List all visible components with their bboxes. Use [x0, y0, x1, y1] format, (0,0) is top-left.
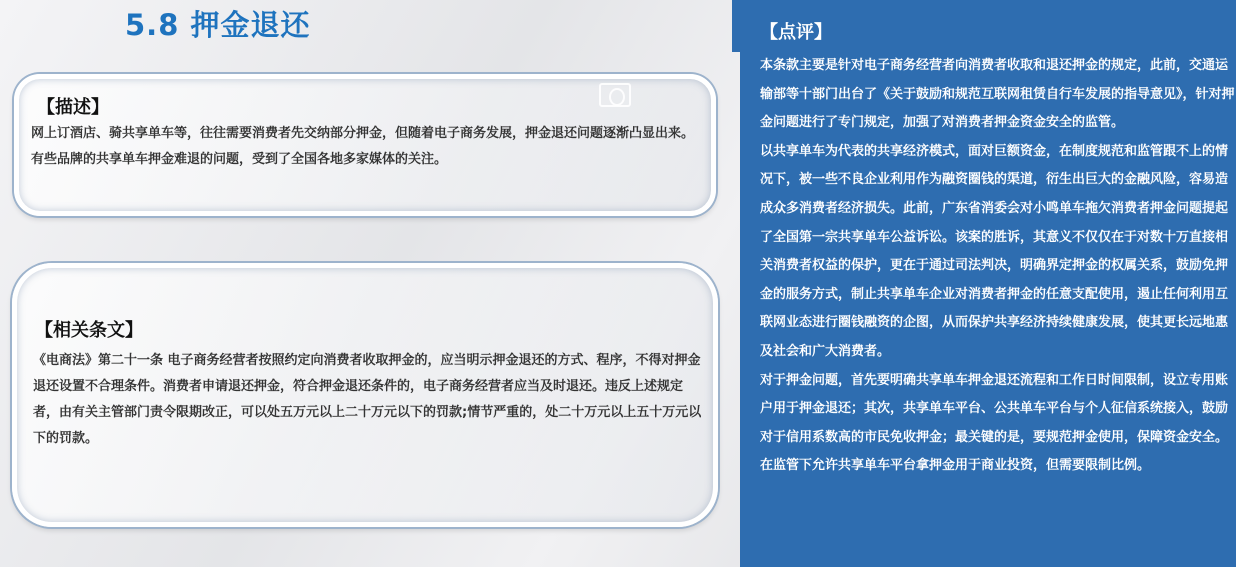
review-text [760, 52, 1236, 481]
articles-heading: 【相关条文】 [35, 320, 143, 341]
review-paragraph: 对于押金问题，首先要明确共享单车押金退还流程和工作日时间限制，设立专用账户用于押金退还；其次，共享单车平台、公共单车平台与个人征信系统接入，鼓励对于信用系数高的市民免收押金；最关键的是，要规范押金使用，保障资金安全。在监管下允许共享单车平台拿押金用于商业投资，但需要限制比例。 [760, 372, 1229, 474]
articles-card [12, 263, 718, 527]
review-paragraph: 本条款主要是针对电子商务经营者向消费者收取和退还押金的规定，此前，交通运输部等十部门出台了《关于鼓励和规范互联网租赁自行车发展的指导意见》，针对押金问题进行了专门规定，加强了对消费者押金资金安全的监管。 [760, 58, 1235, 131]
review-paragraph: 以共享单车为代表的共享经济模式，面对巨额资金，在制度规范和监管跟不上的情况下，被一些不良企业利用作为融资圈钱的渠道，衍生出巨大的金融风险，容易造成众多消费者经济损失。此前，广东省消委会对小鸣单车拖欠消费者押金问题提起了全国第一宗共享单车公益诉讼。该案的胜诉，其意义不仅仅在于对数十万直接相关消费者权益的保护，更在于通过司法判决，明确界定押金的权属关系，鼓励免押金的服务方式，制止共享单车企业对消费者押金的任意支配使用，遏止任何利用互联网业态进行圈钱融资的企图，从而保护共享经济持续健康发展，使其更长远地惠及社会和广大消费者。 [760, 143, 1229, 359]
description-text: 网上订酒店、骑共享单车等，往往需要消费者先交纳部分押金，但随着电子商务发展，押金退还问题逐渐凸显出来。有些品牌的共享单车押金难退的问题，受到了全国各地多家媒体的关注。 [31, 126, 695, 167]
review-heading: 【点评】 [760, 22, 832, 43]
slide-title: 5.8 押金退还 [125, 8, 311, 42]
description-heading: 【描述】 [37, 97, 109, 118]
description-card [14, 74, 716, 216]
camera-icon [599, 83, 631, 107]
review-panel [740, 0, 1236, 567]
articles-text: 《电商法》第二十一条 电子商务经营者按照约定向消费者收取押金的，应当明示押金退还的方式、程序，不得对押金退还设置不合理条件。消费者申请退还押金，符合押金退还条件的，电子商务经营者应当及时退还。违反上述规定者，由有关主管部门责令限期改正，可以处五万元以上二十万元以下的罚款;情节严重的，处二十万元以上五十万元以下的罚款。 [33, 353, 702, 446]
